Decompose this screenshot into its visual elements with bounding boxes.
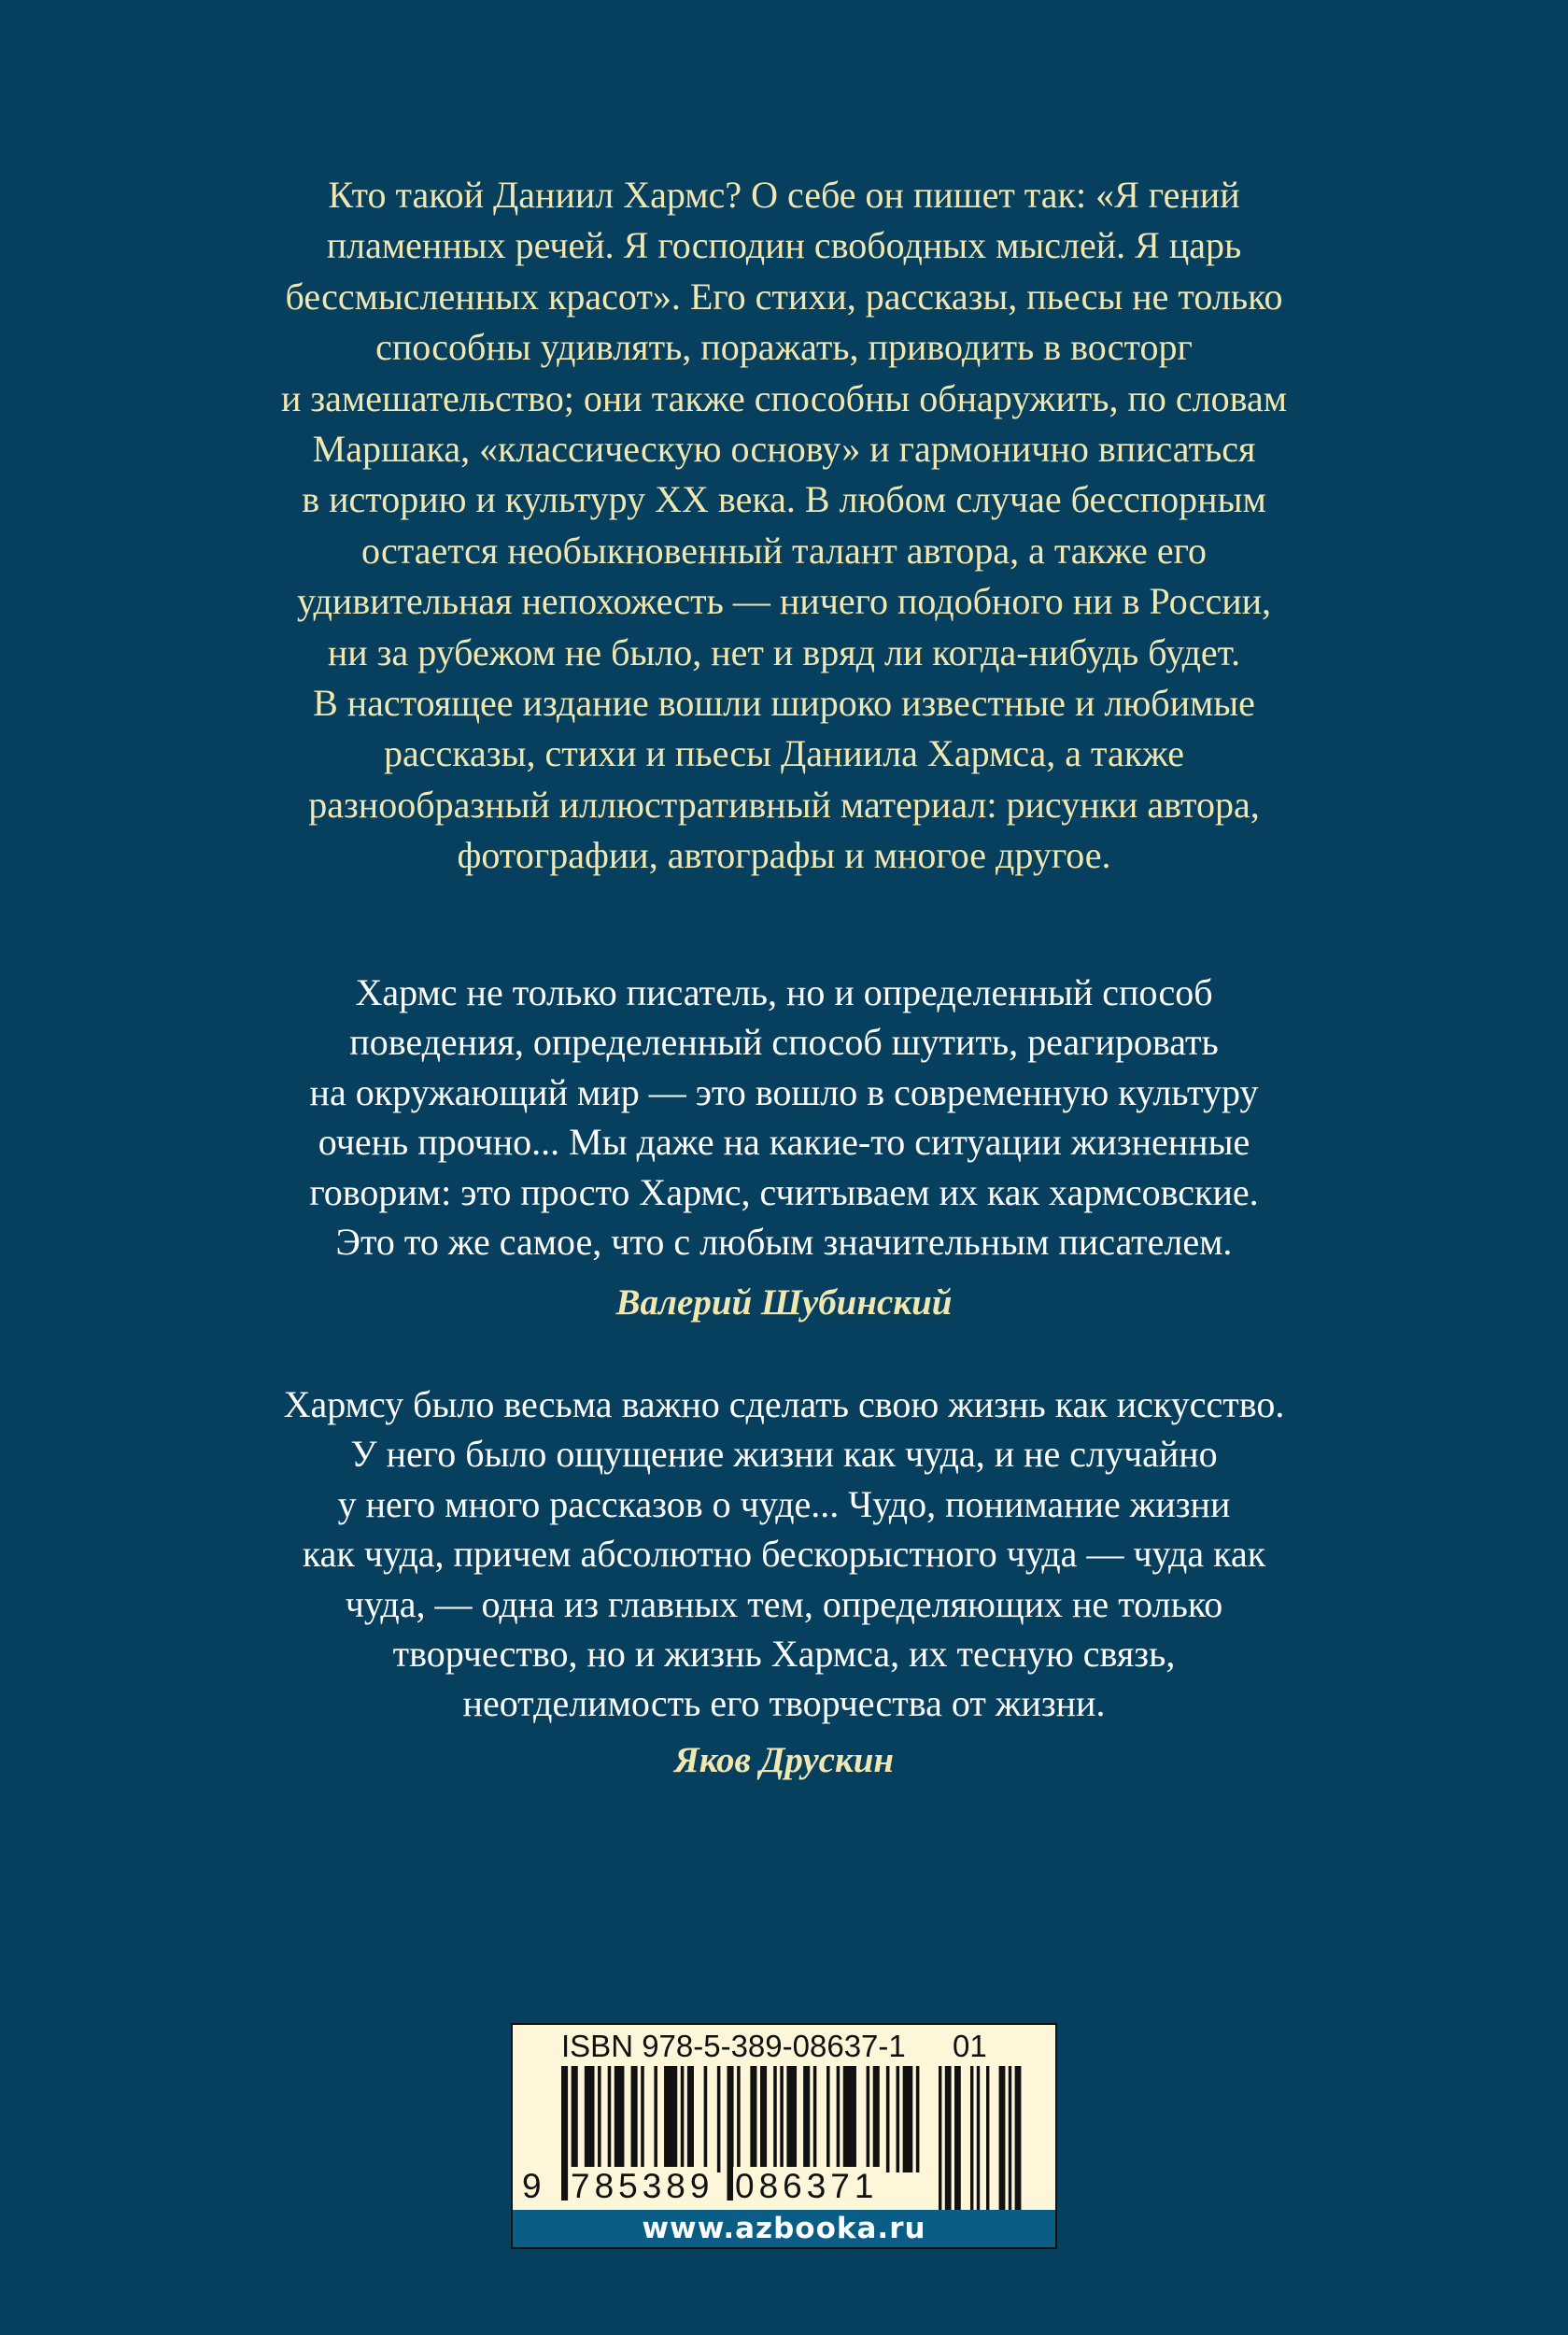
barcode-bar: [867, 2066, 870, 2172]
barcode-bar: [1015, 2066, 1022, 2210]
barcode-bar: [826, 2066, 830, 2172]
annotation-line: Кто такой Даниил Хармс? О себе он пишет так: «Я гений: [328, 174, 1240, 216]
barcode-bar: [654, 2066, 657, 2172]
annotation-line: В настоящее издание вошли широко известные и любимые: [313, 682, 1255, 725]
barcode-bar: [970, 2066, 973, 2210]
barcode-bar: [897, 2066, 900, 2172]
isbn-addon: 01: [953, 2029, 987, 2063]
annotation-line: остается необыкновенный талант автора, а также его: [360, 529, 1208, 572]
barcode-bar: [750, 2066, 756, 2172]
barcode-bar: [837, 2066, 841, 2172]
annotation-line: разнообразный иллюстративный материал: рисунки автора,: [308, 783, 1260, 826]
quote-line: чуда, — одна из главных тем, определяющих не только: [345, 1582, 1223, 1625]
barcode-bar: [687, 2066, 694, 2172]
annotation-line: Маршака, «классическую основу» и гармонично вписаться: [312, 428, 1256, 471]
quote-line: У него было ощущение жизни как чуда, и не случайно: [350, 1433, 1218, 1476]
quote-line: Это то же самое, что с любым значительным писателем.: [335, 1221, 1233, 1264]
annotation-line: в историю и культуру XX века. В любом случае бесспорным: [302, 478, 1266, 521]
barcode-bar: [780, 2066, 784, 2172]
quote-line: очень прочно... Мы даже на какие-то ситуации жизненные: [318, 1121, 1250, 1164]
annotation-line: бессмысленных красот». Его стихи, рассказы, пьесы не только: [285, 275, 1283, 318]
annotation-line: рассказы, стихи и пьесы Даниила Хармса, а также: [383, 732, 1185, 775]
barcode-bar: [886, 2066, 890, 2172]
barcode-bar: [614, 2066, 625, 2172]
barcode-bar: [786, 2066, 797, 2172]
publisher-url: www.azbooka.ru: [513, 2210, 1055, 2247]
barcode-bar: [813, 2066, 817, 2172]
barcode-bar: [631, 2066, 638, 2172]
isbn-number: ISBN 978-5-389-08637-1: [561, 2029, 906, 2063]
quote-line: Хармс не только писатель, но и определенный способ: [355, 971, 1213, 1013]
quote-line: поведения, определенный способ шутить, реагировать: [349, 1021, 1219, 1064]
barcode-bar: [803, 2066, 810, 2172]
ean-right-digits: 086371: [735, 2167, 879, 2205]
barcode-bar: [843, 2066, 856, 2172]
quote-author: Яков Друскин: [673, 1740, 895, 1780]
quote-line: как чуда, причем абсолютно бескорыстного чуда — чуда как: [302, 1533, 1266, 1576]
quote-line: Хармсу было весьма важно сделать свою жизнь как искусство.: [283, 1383, 1285, 1425]
isbn-barcode: [511, 2023, 1057, 2249]
barcode-bar: [760, 2066, 767, 2172]
barcode-bar: [986, 2066, 989, 2210]
barcode-bar: [598, 2066, 601, 2172]
barcode-bar: [1009, 2066, 1011, 2210]
barcode-bar: [916, 2066, 920, 2172]
barcode-bar: [664, 2066, 677, 2172]
annotation-line: ни за рубежом не было, нет и вряд ли когда-нибудь будет.: [327, 630, 1241, 673]
barcode-bar: [773, 2066, 777, 2172]
quote-line: у него много рассказов о чуде... Чудо, понимание жизни: [337, 1482, 1231, 1525]
barcode-bar: [608, 2066, 612, 2172]
annotation-line: фотографии, автографы и многое другое.: [457, 834, 1111, 877]
annotation-line: способны удивлять, поражать, приводить в восторг: [375, 326, 1193, 369]
quote-druskin: [112, 1380, 1456, 1729]
barcode-bar: [954, 2066, 961, 2210]
annotation-line: удивительная непохожесть — ничего подобного ни в России,: [296, 580, 1272, 623]
quote-shubinsky: [112, 968, 1456, 1267]
quote-line: творчество, но и жизнь Хармса, их тесную связь,: [392, 1633, 1176, 1676]
book-annotation: [112, 170, 1456, 882]
quote-line: на окружающий мир — это вошло в современную культуру: [309, 1070, 1259, 1113]
quote-author: Валерий Шубинский: [615, 1282, 953, 1323]
barcode-bar: [681, 2066, 685, 2172]
barcode-bar: [903, 2066, 913, 2172]
barcode-bar: [641, 2066, 644, 2172]
barcode-bar: [939, 2066, 941, 2210]
barcode-bar: [704, 2066, 708, 2172]
barcode-bar: [717, 2066, 721, 2172]
barcode-bar: [945, 2066, 952, 2210]
barcode-bar: [977, 2066, 980, 2210]
barcode-bar: [585, 2066, 595, 2172]
annotation-line: пламенных речей. Я господин свободных мыслей. Я царь: [326, 224, 1242, 267]
ean-left-digits: 785389: [571, 2167, 714, 2205]
annotation-line: и замешательство; они также способны обнаружить, по словам: [280, 376, 1288, 419]
ean-first-digit: 9: [522, 2167, 542, 2205]
quote-line: неотделимость его творчества от жизни.: [462, 1682, 1106, 1725]
barcode-bar: [999, 2066, 1006, 2210]
barcode-bar: [873, 2066, 880, 2172]
barcode-bar: [561, 2066, 568, 2201]
quote-line: говорим: это просто Хармс, считываем их как хармсовские.: [309, 1170, 1259, 1213]
